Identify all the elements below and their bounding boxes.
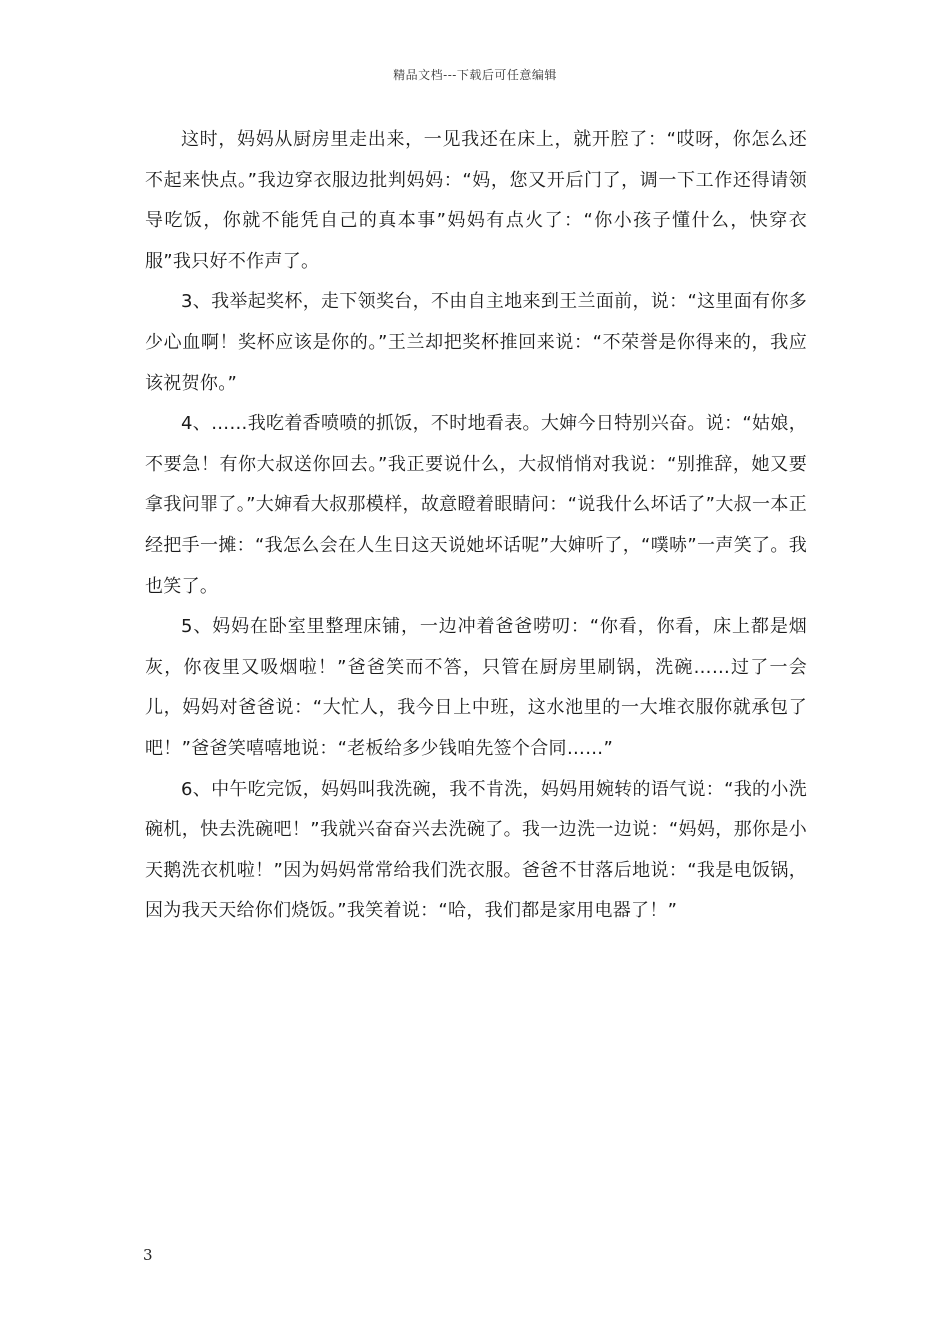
page-number: 3 bbox=[143, 1246, 153, 1264]
document-body bbox=[145, 120, 807, 932]
paragraph-1: 这时，妈妈从厨房里走出来，一见我还在床上，就开腔了：“哎呀，你怎么还不起来快点。”我边穿衣服边批判妈妈：“妈，您又开后门了，调一下工作还得请领导吃饭，你就不能凭自己的真本事”妈妈有点火了：“你小孩子懂什么，快穿衣服”我只好不作声了。 bbox=[145, 129, 807, 272]
paragraph-5: 6、中午吃完饭，妈妈叫我洗碗，我不肯洗，妈妈用婉转的语气说：“我的小洗碗机，快去洗碗吧！”我就兴奋奋兴去洗碗了。我一边洗一边说：“妈妈，那你是小天鹅洗衣机啦！”因为妈妈常常给我们洗衣服。爸爸不甘落后地说：“我是电饭锅，因为我天天给你们烧饭。”我笑着说：“哈，我们都是家用电器了！” bbox=[145, 778, 807, 922]
page-header: 精品文档---下载后可任意编辑 bbox=[393, 68, 557, 82]
paragraph-2: 3、我举起奖杯，走下领奖台，不由自主地来到王兰面前，说：“这里面有你多少心血啊！奖杯应该是你的。”王兰却把奖杯推回来说：“不荣誉是你得来的，我应该祝贺你。” bbox=[145, 291, 807, 394]
paragraph-4: 5、妈妈在卧室里整理床铺，一边冲着爸爸唠叨：“你看，你看，床上都是烟灰，你夜里又吸烟啦！”爸爸笑而不答，只管在厨房里刷锅，洗碗……过了一会儿，妈妈对爸爸说：“大忙人，我今日上中班，这水池里的一大堆衣服你就承包了吧！”爸爸笑嘻嘻地说：“老板给多少钱咱先签个合同……” bbox=[145, 616, 807, 759]
paragraph-3: 4、……我吃着香喷喷的抓饭，不时地看表。大婶今日特别兴奋。说：“姑娘，不要急！有你大叔送你回去。”我正要说什么，大叔悄悄对我说：“别推辞，她又要拿我问罪了。”大婶看大叔那模样，故意瞪着眼睛问：“说我什么坏话了”大叔一本正经把手一摊：“我怎么会在人生日这天说她坏话呢”大婶听了，“噗哧”一声笑了。我也笑了。 bbox=[145, 413, 807, 597]
